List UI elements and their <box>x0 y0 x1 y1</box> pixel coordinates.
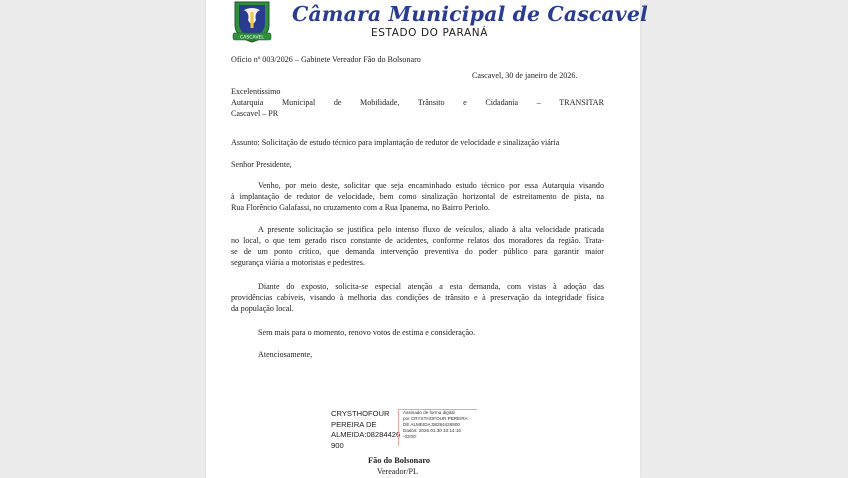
stamp-line: por CRYSTHOFOUR PEREIRA <box>403 416 468 421</box>
stamp-line: -03'00' <box>403 434 417 439</box>
paragraph-line: segurança viária a motoristas e pedestres. <box>231 258 365 267</box>
paragraph-line: da população local. <box>231 304 294 313</box>
signature-name-line: CRYSTHOFOUR <box>331 409 390 418</box>
recipient-line: Cascavel – PR <box>231 109 279 118</box>
recipient-line: Excelentíssimo <box>231 87 281 96</box>
recipient-block <box>231 86 604 119</box>
org-state: ESTADO DO PARANÁ <box>371 27 488 39</box>
paragraph-line: providências cabíveis, visando à melhoria das condições de trânsito e à preservação da integridade física <box>231 293 604 302</box>
stamp-line: DE ALMEIDA:08284426900 <box>403 422 460 427</box>
signature-name-line: 900 <box>331 440 344 450</box>
org-name: Câmara Municipal de Cascavel <box>292 2 648 26</box>
closing-regards: Atenciosamente, <box>258 350 313 359</box>
letter-date: Cascavel, 30 de janeiro de 2026. <box>472 71 578 80</box>
paragraph-line: A presente solicitação se justifica pelo intenso fluxo de veículos, aliado à alta velocidade praticada <box>258 225 604 234</box>
paragraph-line: à implantação de redutor de velocidade, bem como sinalização horizontal de estreitamento de pista, na <box>231 192 604 201</box>
paragraph-3 <box>231 281 604 314</box>
letter-subject: Assunto: Solicitação de estudo técnico para implantação de redutor de velocidade e sinalização viária <box>231 138 560 147</box>
signer-role: Vereador/PL <box>377 467 418 476</box>
paragraph-line: Diante do exposto, solicita-se especial atenção a esta demanda, com vistas à adoção das <box>258 282 604 291</box>
paragraph-line: se de um ponto crítico, que demanda intervenção preventiva do poder público para garantir maior <box>231 247 604 256</box>
signer-name: Fão do Bolsonaro <box>368 456 431 465</box>
stamp-line: Assinado de forma digital <box>403 410 455 415</box>
signature-name-line: ALMEIDA:08284426 <box>331 430 401 439</box>
paragraph-line: Venho, por meio deste, solicitar que seja encaminhado estudo técnico por essa Autarquia visando <box>258 181 604 190</box>
digital-signature-name <box>331 409 400 451</box>
letter-salutation: Senhor Presidente, <box>231 160 292 169</box>
stamp-line: Dados: 2026.01.30 10:14:16 <box>403 428 461 433</box>
recipient-line: Autarquia Municipal de Mobilidade, Trânsito e Cidadania – TRANSITAR <box>231 98 604 107</box>
signature-name-line: PEREIRA DE <box>331 419 377 429</box>
digital-signature-stamp <box>403 410 468 440</box>
paragraph-2 <box>231 224 604 268</box>
letter-reference: Ofício nº 003/2026 – Gabinete Vereador Fão do Bolsonaro <box>231 55 421 64</box>
paragraph-1 <box>231 180 604 213</box>
paragraph-line: Rua Florêncio Galafassi, no cruzamento com a Rua Ipanema, no Bairro Periolo. <box>231 203 490 212</box>
municipal-crest-icon <box>232 0 272 44</box>
crest-label: CASCAVEL <box>240 35 264 41</box>
paragraph-line: no local, o que tem gerado risco constante de acidentes, conforme relatos dos moradores da região. Trata- <box>231 236 604 245</box>
closing-line: Sem mais para o momento, renovo votos de estima e consideração. <box>258 328 476 337</box>
